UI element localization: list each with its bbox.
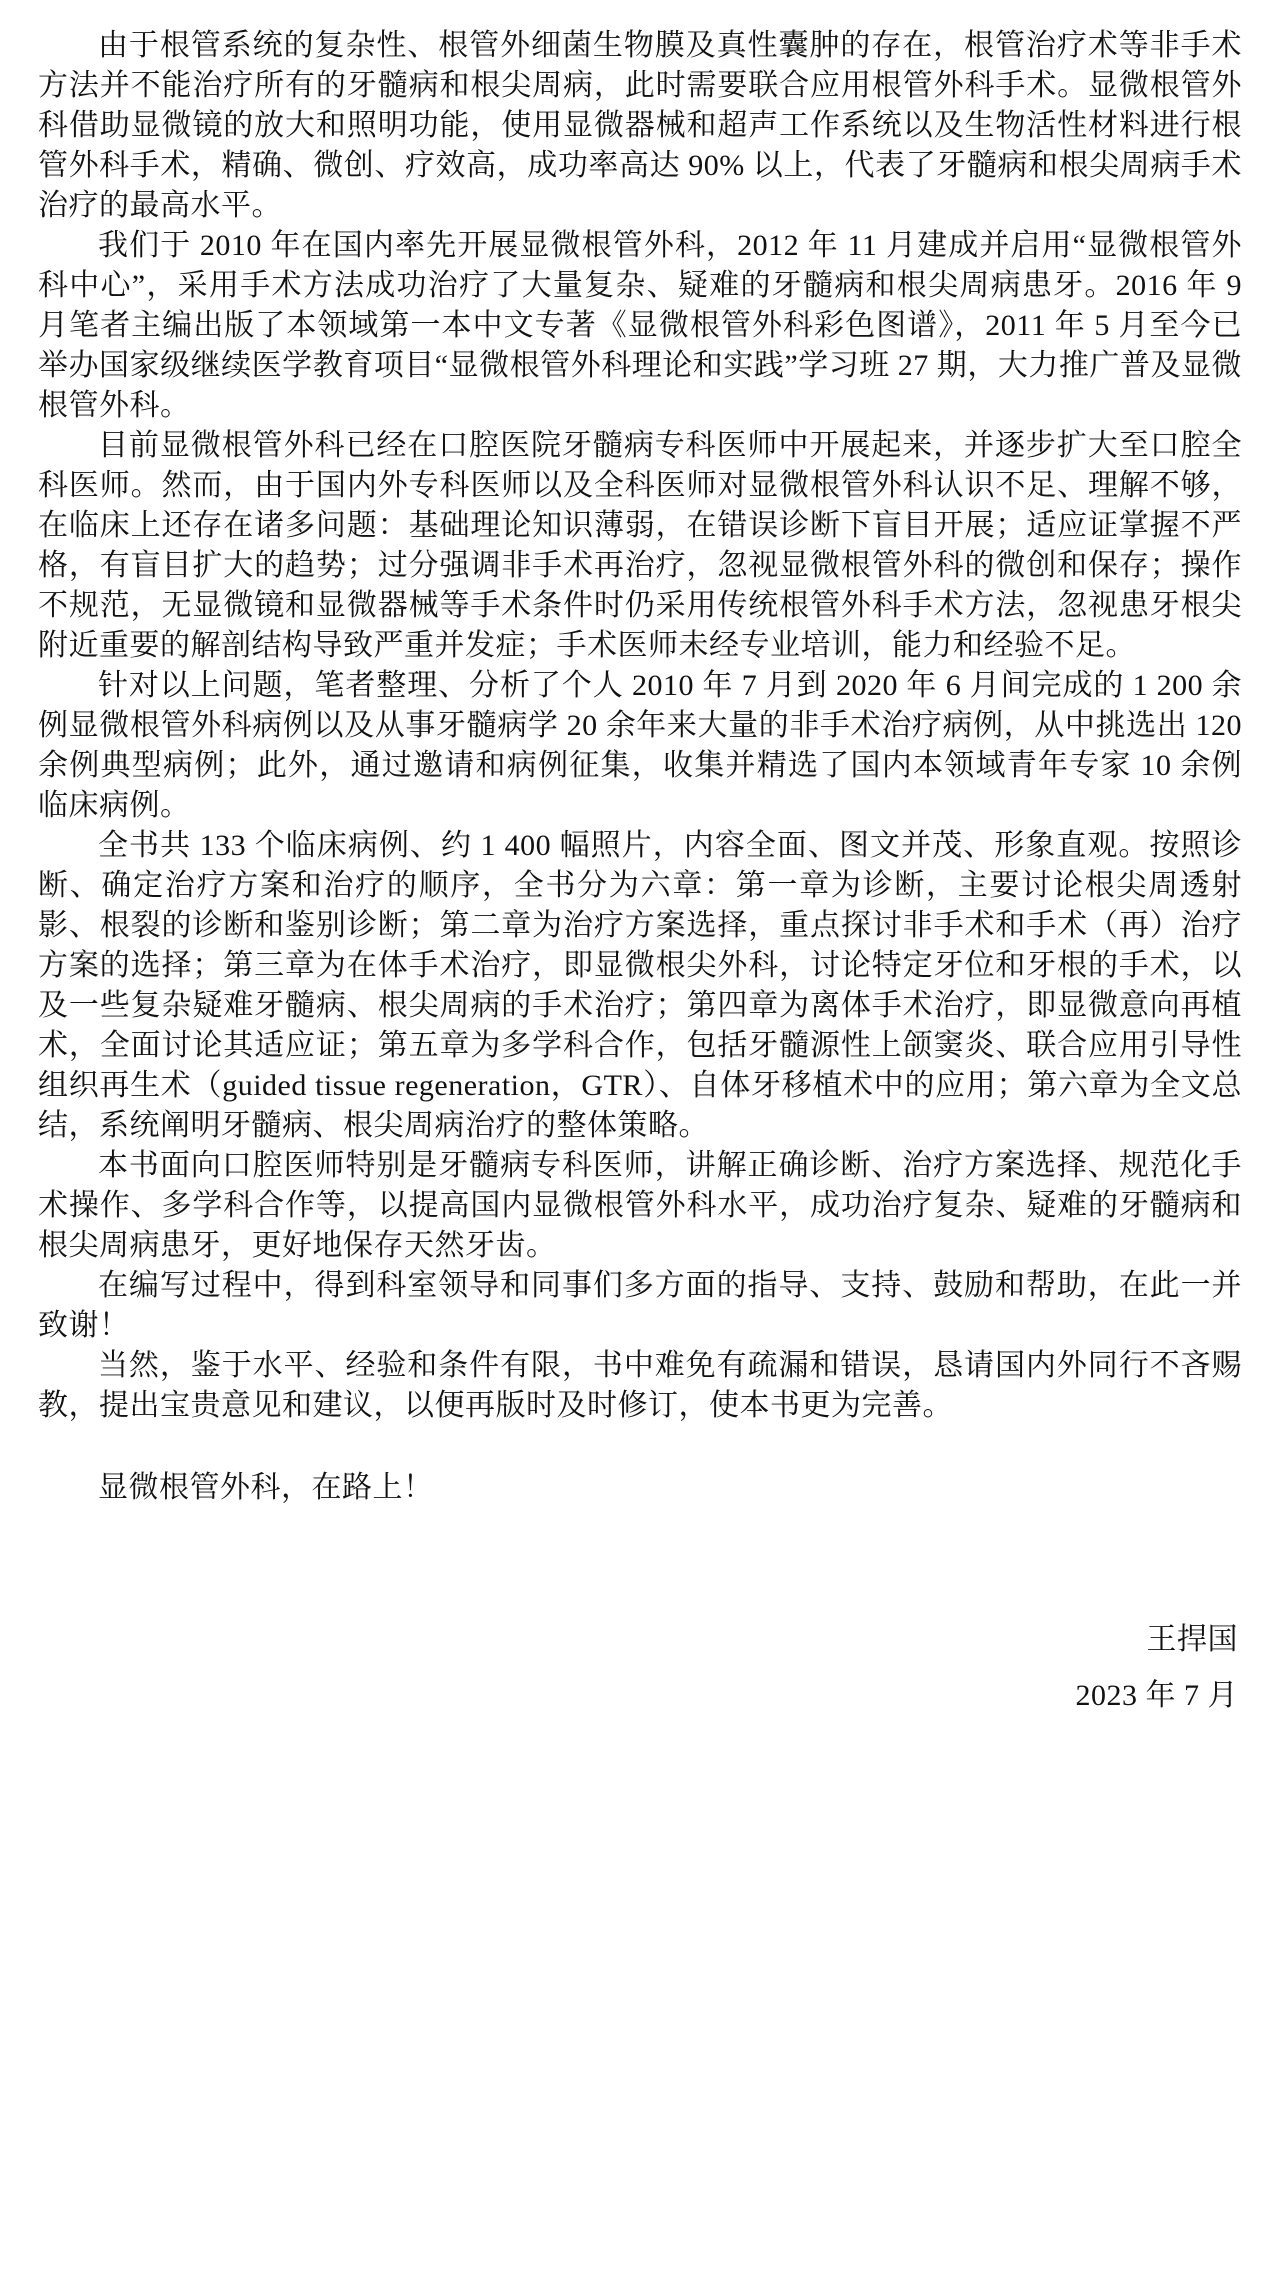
paragraph-2: 我们于 2010 年在国内率先开展显微根管外科，2012 年 11 月建成并启用“显微根管外科中心”，采用手术方法成功治疗了大量复杂、疑难的牙髓病和根尖周病患牙。2016 年 9 月笔者主编出版了本领域第一本中文专著《显微根管外科彩色图谱》，2011 年 5 月至今已举办国家级继续医学教育项目“显微根管外科理论和实践”学习班 27 期，大力推广普及显微根管外科。 — [38, 229, 1242, 422]
paragraph-7: 在编写过程中，得到科室领导和同事们多方面的指导、支持、鼓励和帮助，在此一并致谢！ — [38, 1269, 1242, 1342]
signature-block — [38, 1620, 1242, 1716]
closing-line: 显微根管外科，在路上！ — [98, 1471, 434, 1504]
paragraph-5: 全书共 133 个临床病例、约 1 400 幅照片，内容全面、图文并茂、形象直观。按照诊断、确定治疗方案和治疗的顺序，全书分为六章：第一章为诊断，主要讨论根尖周透射影、根裂的诊断和鉴别诊断；第二章为治疗方案选择，重点探讨非手术和手术（再）治疗方案的选择；第三章为在体手术治疗，即显微根尖外科，讨论特定牙位和牙根的手术，以及一些复杂疑难牙髓病、根尖周病的手术治疗；第四章为离体手术治疗，即显微意向再植术，全面讨论其适应证；第五章为多学科合作，包括牙髓源性上颌窦炎、联合应用引导性组织再生术（guided tissue regeneration，GTR）、自体牙移植术中的应用；第六章为全文总结，系统阐明牙髓病、根尖周病治疗的整体策略。 — [38, 829, 1242, 1142]
paragraph-8: 当然，鉴于水平、经验和条件有限，书中难免有疏漏和错误，恳请国内外同行不吝赐教，提出宝贵意见和建议，以便再版时及时修订，使本书更为完善。 — [38, 1349, 1242, 1422]
date-line: 2023 年 7 月 — [1075, 1679, 1238, 1712]
author-name: 王捍国 — [1146, 1623, 1238, 1656]
paragraph-1: 由于根管系统的复杂性、根管外细菌生物膜及真性囊肿的存在，根管治疗术等非手术方法并不能治疗所有的牙髓病和根尖周病，此时需要联合应用根管外科手术。显微根管外科借助显微镜的放大和照明功能，使用显微器械和超声工作系统以及生物活性材料进行根管外科手术，精确、微创、疗效高，成功率高达 90% 以上，代表了牙髓病和根尖周病手术治疗的最高水平。 — [38, 29, 1242, 222]
paragraph-3: 目前显微根管外科已经在口腔医院牙髓病专科医师中开展起来，并逐步扩大至口腔全科医师。然而，由于国内外专科医师以及全科医师对显微根管外科认识不足、理解不够，在临床上还存在诸多问题：基础理论知识薄弱，在错误诊断下盲目开展；适应证掌握不严格，有盲目扩大的趋势；过分强调非手术再治疗，忽视显微根管外科的微创和保存；操作不规范，无显微镜和显微器械等手术条件时仍采用传统根管外科手术方法，忽视患牙根尖附近重要的解剖结构导致严重并发症；手术医师未经专业培训，能力和经验不足。 — [38, 429, 1242, 662]
paragraph-4: 针对以上问题，笔者整理、分析了个人 2010 年 7 月到 2020 年 6 月间完成的 1 200 余例显微根管外科病例以及从事牙髓病学 20 余年来大量的非手术治疗病例，从中挑选出 120 余例典型病例；此外，通过邀请和病例征集，收集并精选了国内本领域青年专家 10 余例临床病例。 — [38, 669, 1242, 822]
paragraph-6: 本书面向口腔医师特别是牙髓病专科医师，讲解正确诊断、治疗方案选择、规范化手术操作、多学科合作等，以提高国内显微根管外科水平，成功治疗复杂、疑难的牙髓病和根尖周病患牙，更好地保存天然牙齿。 — [38, 1149, 1242, 1262]
